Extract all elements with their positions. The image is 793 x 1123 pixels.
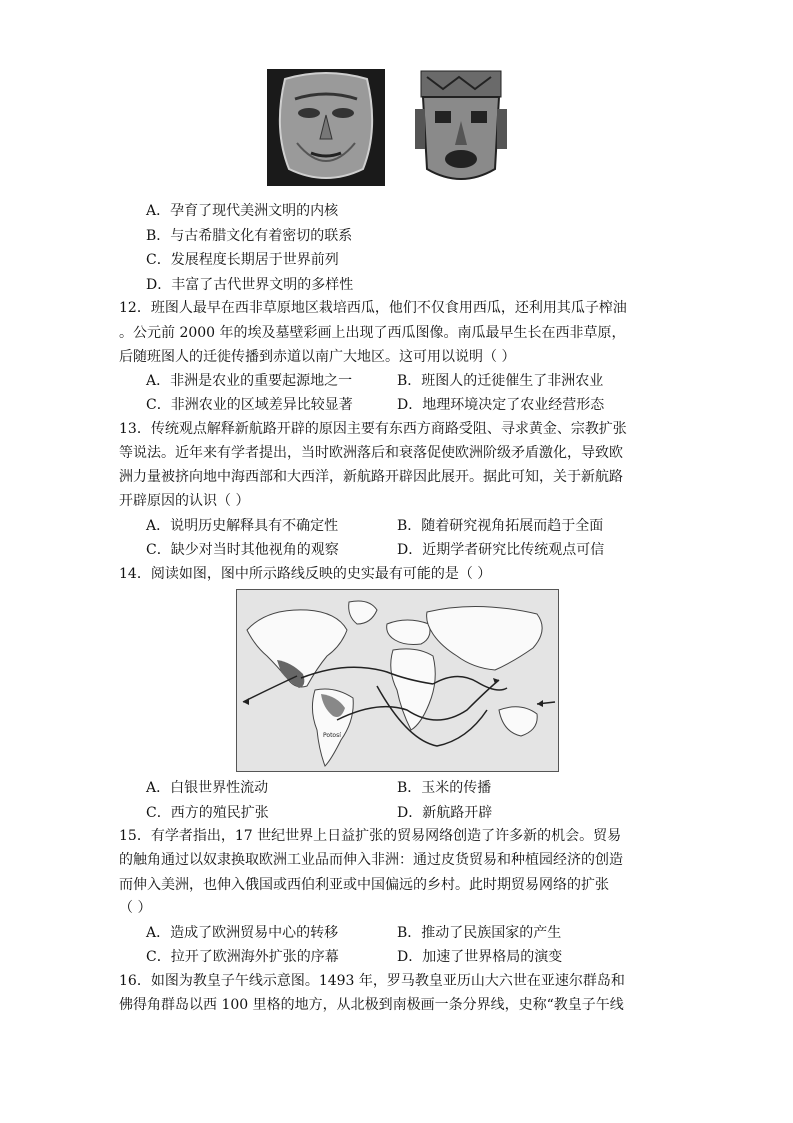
q15-option-a: A．造成了欧洲贸易中心的转移 xyxy=(146,925,339,941)
q15-option-c: C．拉开了欧洲海外扩张的序幕 xyxy=(146,949,339,965)
q11-option-d: D．丰富了古代世界文明的多样性 xyxy=(146,277,354,293)
q15-stem-line-3: 而伸入美洲，也伸入俄国或西伯利亚或中国偏远的乡村。此时期贸易网络的扩张 xyxy=(119,877,609,893)
q13-stem-line-1: 13．传统观点解释新航路开辟的原因主要有东西方商路受阻、寻求黄金、宗教扩张 xyxy=(119,421,627,437)
q12-option-c: C．非洲农业的区域差异比较显著 xyxy=(146,397,353,413)
map-place-label: Potosí xyxy=(323,732,341,739)
q11-option-c: C．发展程度长期居于世界前列 xyxy=(146,252,339,268)
q15-stem-line-4: （ ） xyxy=(119,900,152,916)
q13-option-d: D．近期学者研究比传统观点可信 xyxy=(397,542,605,558)
q12-stem-line-1: 12．班图人最早在西非草原地区栽培西瓜，他们不仅食用西瓜，还利用其瓜子榨油 xyxy=(119,300,627,316)
q14-option-b: B．玉米的传播 xyxy=(397,780,492,796)
q15-stem-line-2: 的触角通过以奴隶换取欧洲工业品而伸入非洲：通过皮货贸易和种植园经济的创造 xyxy=(119,852,623,868)
q16-stem-line-1: 16．如图为教皇子午线示意图。1493 年，罗马教皇亚历山大六世在亚速尔群岛和 xyxy=(119,973,625,989)
world-map-image xyxy=(236,589,559,772)
q11-option-a: A．孕育了现代美洲文明的内核 xyxy=(146,203,339,219)
q12-stem-line-2: 。公元前 2000 年的埃及墓壁彩画上出现了西瓜图像。南瓜最早生长在西非草原， xyxy=(119,325,626,341)
q11-option-b: B．与古希腊文化有着密切的联系 xyxy=(146,228,353,244)
q13-stem-line-2: 等说法。近年来有学者提出，当时欧洲落后和衰落促使欧洲阶级矛盾激化，导致欧 xyxy=(119,445,623,461)
q13-stem-line-3: 洲力量被挤向地中海西部和大西洋，新航路开辟因此展开。据此可知，关于新航路 xyxy=(119,469,623,485)
q14-option-c: C．西方的殖民扩张 xyxy=(146,805,269,821)
q15-stem-line-1: 15．有学者指出，17 世纪世界上日益扩张的贸易网络创造了许多新的机会。贸易 xyxy=(119,828,622,844)
q15-option-d: D．加速了世界格局的演变 xyxy=(397,949,563,965)
q14-option-a: A．白银世界性流动 xyxy=(146,780,269,796)
q12-option-d: D．地理环境决定了农业经营形态 xyxy=(397,397,605,413)
gold-mask-image xyxy=(267,69,385,186)
q14-stem-line-1: 14．阅读如图，图中所示路线反映的史实最有可能的是（ ） xyxy=(119,566,492,582)
q12-option-a: A．非洲是农业的重要起源地之一 xyxy=(146,373,353,389)
stone-mask-icon xyxy=(413,69,509,187)
world-map-icon xyxy=(237,590,558,771)
q16-stem-line-2: 佛得角群岛以西 100 里格的地方，从北极到南极画一条分界线，史称“教皇子午线 xyxy=(119,997,624,1013)
q15-option-b: B．推动了民族国家的产生 xyxy=(397,925,562,941)
q13-option-c: C．缺少对当时其他视角的观察 xyxy=(146,542,339,558)
stone-mask-image xyxy=(413,69,509,187)
gold-mask-icon xyxy=(267,69,385,186)
q12-option-b: B．班图人的迁徙催生了非洲农业 xyxy=(397,373,604,389)
q13-option-a: A．说明历史解释具有不确定性 xyxy=(146,518,339,534)
q13-stem-line-4: 开辟原因的认识（ ） xyxy=(119,493,250,509)
q14-option-d: D．新航路开辟 xyxy=(397,805,493,821)
q12-stem-line-3: 后随班图人的迁徙传播到赤道以南广大地区。这可用以说明（ ） xyxy=(119,349,516,365)
q13-option-b: B．随着研究视角拓展而趋于全面 xyxy=(397,518,604,534)
